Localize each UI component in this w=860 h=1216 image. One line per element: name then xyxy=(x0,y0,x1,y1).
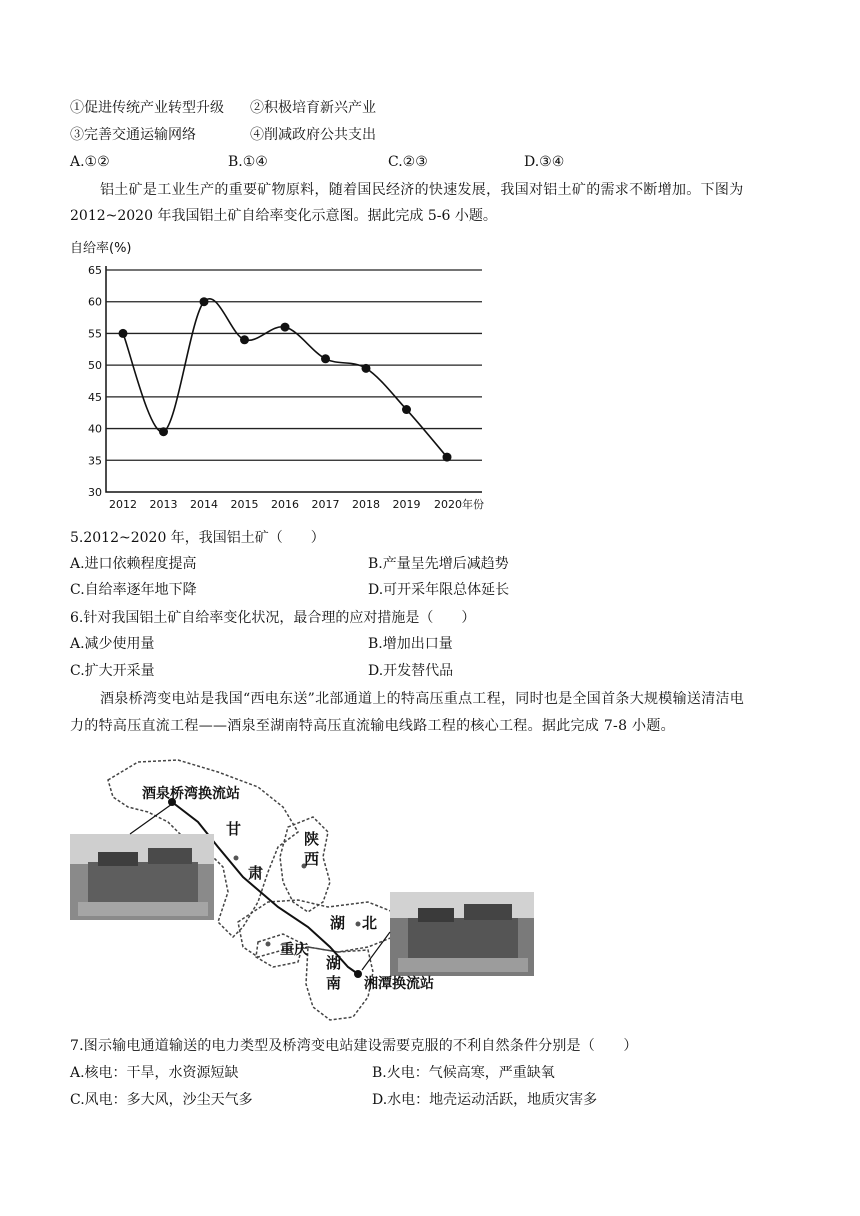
data-point xyxy=(119,329,128,338)
q7-d: D.水电：地壳运动活跃，地质灾害多 xyxy=(372,1092,598,1108)
y-tick-label: 55 xyxy=(88,327,102,341)
intro-56-line1: 铝土矿是工业生产的重要矿物原料，随着国民经济的快速发展，我国对铝土矿的需求不断增加。下图为 xyxy=(100,182,744,198)
gansu-gan-label: 甘 xyxy=(226,820,242,838)
option-1: ①促进传统产业转型升级 xyxy=(70,100,224,116)
transmission-map xyxy=(68,752,548,1022)
data-point xyxy=(159,427,168,436)
q7-c: C.风电：多大风，沙尘天气多 xyxy=(70,1092,253,1108)
q7-a: A.核电：干旱，水资源短缺 xyxy=(70,1065,239,1081)
city-dot xyxy=(266,942,271,947)
data-point xyxy=(402,405,411,414)
y-tick-label: 60 xyxy=(88,295,102,309)
option-2: ②积极培育新兴产业 xyxy=(250,100,376,116)
shaanxi-shan-label: 陕 xyxy=(304,830,320,848)
y-tick-label: 40 xyxy=(88,422,102,436)
x-tick-label: 2012 xyxy=(109,498,137,511)
hunan-nan-label: 南 xyxy=(326,974,342,992)
data-point xyxy=(200,297,209,306)
q6-stem: 6.针对我国铝土矿自给率变化状况，最合理的应对措施是（ ） xyxy=(70,610,476,626)
choice-b: B.①④ xyxy=(228,154,268,170)
x-tick-label: 2014 xyxy=(190,498,218,511)
q6-a: A.减少使用量 xyxy=(70,636,155,652)
data-points xyxy=(119,297,452,461)
q5-b: B.产量呈先增后减趋势 xyxy=(368,556,509,572)
x-tick-label: 2016 xyxy=(271,498,299,511)
x-tick-label: 2018 xyxy=(352,498,380,511)
shaanxi-xi-label: 西 xyxy=(304,850,320,868)
choice-d: D.③④ xyxy=(524,154,565,170)
intro-78-line1: 酒泉桥湾变电站是我国“西电东送”北部通道上的特高压重点工程，同时也是全国首条大规模输送清洁电 xyxy=(100,691,745,707)
q6-b: B.增加出口量 xyxy=(368,636,453,652)
data-point xyxy=(362,364,371,373)
chart-axes xyxy=(106,266,482,492)
option-4: ④削减政府公共支出 xyxy=(250,127,376,143)
hunan-hu-label: 湖 xyxy=(326,954,342,972)
q5-d: D.可开采年限总体延长 xyxy=(368,582,510,598)
end-station-label: 湘潭换流站 xyxy=(364,976,434,992)
hubei-hu-label: 湖 xyxy=(330,914,346,932)
x-tick-label: 2013 xyxy=(149,498,178,511)
q5-c: C.自给率逐年地下降 xyxy=(70,582,197,598)
q6-d: D.开发替代品 xyxy=(368,663,454,679)
q7-b: B.火电：气候高寒，严重缺氧 xyxy=(372,1065,555,1081)
x-tick-label: 2015 xyxy=(230,498,259,511)
y-tick-label: 30 xyxy=(88,486,102,499)
q5-stem: 5.2012~2020 年，我国铝土矿（ ） xyxy=(70,530,325,546)
end-station-dot xyxy=(354,970,362,978)
x-tick-labels xyxy=(109,497,484,511)
intro-56-line2: 2012~2020 年我国铝土矿自给率变化示意图。据此完成 5-6 小题。 xyxy=(70,208,497,224)
x-tick-label: 2019 xyxy=(392,498,421,511)
city-dot xyxy=(234,856,239,861)
series-line xyxy=(123,299,447,457)
photo-pointer-right xyxy=(362,932,390,970)
q7-stem: 7.图示输电通道输送的电力类型及桥湾变电站建设需要克服的不利自然条件分别是（ ） xyxy=(70,1038,638,1054)
data-point xyxy=(443,453,452,462)
gansu-su-label: 肃 xyxy=(248,864,264,882)
data-point xyxy=(321,354,330,363)
chart-grid xyxy=(106,266,482,492)
choice-c: C.②③ xyxy=(388,154,428,170)
city-dot xyxy=(356,922,361,927)
data-point xyxy=(240,335,249,344)
x-tick-label: 2020年份 xyxy=(434,498,484,511)
y-tick-label: 50 xyxy=(88,359,102,373)
xiangtan-station-photo xyxy=(390,892,534,976)
y-tick-labels xyxy=(88,264,102,499)
intro-78-line2: 力的特高压直流工程——酒泉至湖南特高压直流输电线路工程的核心工程。据此完成 7-8 小题。 xyxy=(70,718,675,734)
start-station-label: 酒泉桥湾换流站 xyxy=(142,786,240,802)
x-tick-label: 2017 xyxy=(311,498,340,511)
qiaowan-station-photo xyxy=(70,834,214,920)
y-axis-label: 自给率(%) xyxy=(70,241,132,256)
y-tick-label: 65 xyxy=(88,264,102,277)
hubei-bei-label: 北 xyxy=(362,914,378,932)
chongqing-label: 重庆 xyxy=(280,942,308,958)
option-3: ③完善交通运输网络 xyxy=(70,127,196,143)
y-tick-label: 45 xyxy=(88,390,102,404)
choice-a: A.①② xyxy=(70,154,110,170)
data-point xyxy=(281,323,290,332)
y-tick-label: 35 xyxy=(88,454,102,468)
self-sufficiency-chart xyxy=(70,236,490,516)
q5-a: A.进口依赖程度提高 xyxy=(70,556,197,572)
q6-c: C.扩大开采量 xyxy=(70,663,155,679)
